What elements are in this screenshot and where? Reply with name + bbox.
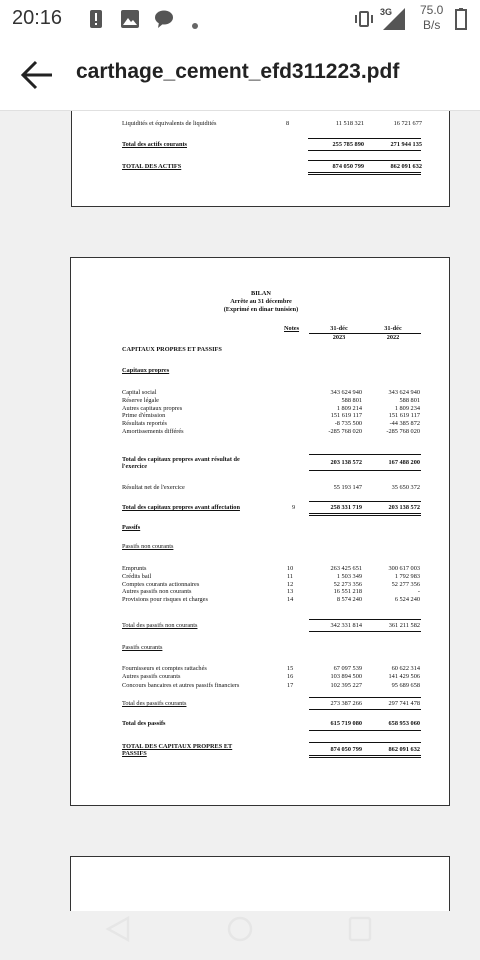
divider [308,150,421,151]
row-value-2022: 6 524 240 [394,596,420,604]
row-label: Comptes courants actionnaires [122,580,200,588]
alert-icon [89,9,103,34]
app-bar [0,40,480,111]
chat-bubble-icon [154,10,174,33]
row-note: 17 [287,681,294,689]
row-label: Autres passifs non courants [122,588,192,596]
divider [308,172,421,173]
divider [309,619,421,620]
divider [308,160,421,161]
total-value-2023: 203 138 572 [330,459,362,466]
grand-total-2022: 862 091 632 [388,746,420,753]
nav-back-icon[interactable] [104,915,132,948]
row-value-2022: -44 385 872 [389,420,420,428]
row-note: 13 [287,588,294,596]
section-header: Passifs non courants [122,543,174,550]
row-note: 10 [287,565,294,572]
divider [309,757,421,758]
row-value-2023: 588 801 [341,396,362,404]
row-value-2022: 1 809 234 [394,404,420,412]
row-value-2022: 52 277 356 [391,580,420,588]
row-note: 9 [292,504,296,511]
doc-title: BILAN [251,290,271,297]
doc-subtitle: (Exprimé en dinar tunisien) [223,306,299,313]
row-label: Capital social [122,389,157,396]
divider [309,515,421,516]
signal-icon [383,8,405,35]
total-label: l'exercice [122,463,148,470]
col-2023-header: 2023 [332,334,346,341]
col-2022-header: 31-déc [384,325,402,332]
total-value-2023: 255 785 890 [332,141,364,148]
row-label: Liquidités et équivalents de liquidités [122,120,217,127]
battery-icon [455,8,467,35]
total-value-2023: 258 331 719 [330,504,362,511]
divider [309,513,421,514]
row-value-2022: 588 801 [399,396,420,404]
back-button[interactable] [20,58,56,92]
row-value-2022: 16 721 677 [393,120,422,127]
row-value-2022: 60 622 314 [391,665,420,672]
nav-home-icon[interactable] [226,915,254,948]
row-value-2023: 1 809 214 [336,404,362,412]
row-value-2023: 11 518 321 [335,120,364,127]
section-title: CAPITAUX PROPRES ET PASSIFS [122,346,222,353]
grand-total-2023: 874 050 799 [330,746,362,753]
row-note: 11 [287,572,294,580]
total-value-2023: 615 719 080 [330,720,362,727]
row-label: Réserve légale [122,396,159,404]
total-label: Total des passifs courants [122,700,187,707]
row-label: Emprunts [122,565,147,572]
row-value-2023: 102 395 227 [330,681,362,689]
total-value-2022: 167 488 200 [388,459,420,466]
row-label: Autres passifs courants [122,673,181,681]
row-label: Amortissements différés [122,428,184,435]
row-label: Provisions pour risques et charges [122,596,208,604]
total-value-2023: 342 331 814 [330,622,362,629]
nav-recents-icon[interactable] [347,915,373,948]
row-value-2022: 141 429 506 [388,673,420,681]
divider [309,742,421,743]
pdf-page [71,111,450,207]
divider [309,501,421,502]
total-label: Total des capitaux propres avant résultat de [122,456,240,463]
row-value-2022: - [417,588,420,596]
row-value-2022: 95 689 658 [391,681,420,689]
row-value-2022: 1 792 983 [394,572,420,580]
total-value-2023: 273 387 266 [330,700,362,707]
total-label: Total des passifs non courants [122,622,198,629]
row-value-2023: 8 574 240 [336,596,362,604]
row-label: Résultats reportés [122,420,167,428]
total-value-2023: 874 050 799 [332,163,364,170]
pdf-viewer[interactable] [0,111,480,911]
section-header: Passifs courants [122,644,163,651]
divider [308,174,421,175]
status-time: 20:16 [12,7,63,29]
pdf-page [70,856,450,911]
divider [309,333,421,334]
row-label: Autres capitaux propres [122,404,183,412]
row-value-2023: 1 503 349 [336,572,362,580]
total-value-2022: 862 091 632 [390,163,422,170]
row-value-2023: 55 193 147 [333,484,362,491]
row-value-2023: 16 551 218 [333,588,362,596]
divider [309,755,421,756]
divider [309,697,421,698]
row-label: Fournisseurs et comptes rattachés [122,665,207,672]
row-label: Crédits bail [122,572,152,580]
row-label: Résultat net de l'exercice [122,484,185,491]
col-2022-header: 2022 [386,334,400,341]
row-value-2022: 35 650 372 [391,484,420,491]
gallery-icon [121,10,139,33]
total-value-2022: 271 944 135 [390,141,422,148]
col-notes-header: Notes [284,325,300,332]
total-label: Total des capitaux propres avant affectation [122,504,240,511]
document-title: carthage_cement_efd311223.pdf [76,60,400,83]
dot-icon [192,16,198,34]
speed-unit: B/s [423,18,441,32]
total-value-2022: 658 953 060 [388,720,420,727]
row-value-2023: -8 735 500 [334,420,362,428]
pdf-page [70,257,450,806]
status-bar [0,0,480,40]
speed-value: 75.0 [420,3,444,17]
grand-total-label: PASSIFS [122,750,147,757]
row-label: Concours bancaires et autres passifs financiers [122,681,240,689]
divider [309,470,421,471]
total-value-2022: 203 138 572 [388,504,420,511]
total-value-2022: 361 211 582 [388,622,420,629]
divider [309,631,421,632]
row-value-2022: 300 617 003 [388,565,420,572]
row-value-2023: -285 768 020 [328,428,362,435]
divider [309,454,421,455]
row-value-2023: 52 273 356 [333,580,362,588]
total-label: Total des passifs [122,720,166,727]
row-value-2023: 103 894 500 [330,673,362,681]
total-value-2022: 297 741 478 [388,700,420,707]
divider [308,138,421,139]
row-value-2022: 343 624 940 [388,389,420,396]
section-header: Passifs [122,524,141,531]
row-value-2023: 263 425 651 [330,565,362,572]
total-label: TOTAL DES ACTIFS [122,163,182,170]
row-value-2023: 67 097 539 [333,665,362,672]
row-note: 12 [287,580,294,588]
row-value-2023: 343 624 940 [330,389,362,396]
row-value-2023: 151 619 117 [330,412,362,420]
divider [309,730,421,731]
divider [309,709,421,710]
row-note: 15 [287,665,294,672]
vibrate-icon [353,10,375,33]
doc-subtitle: Arrête au 31 décembre [230,298,292,305]
grand-total-label: TOTAL DES CAPITAUX PROPRES ET [122,743,233,750]
row-value-2022: 151 619 117 [388,412,420,420]
network-label: 3G [380,7,393,17]
section-header: Capitaux propres [122,367,170,374]
row-note: 8 [286,120,290,127]
row-note: 14 [287,596,294,604]
back-arrow-icon [20,58,56,92]
col-2023-header: 31-déc [330,325,348,332]
navigation-bar [0,911,480,960]
row-label: Prime d'émission [122,412,166,420]
row-value-2022: -285 768 020 [386,428,420,435]
total-label: Total des actifs courants [122,141,188,148]
row-note: 16 [287,673,294,681]
